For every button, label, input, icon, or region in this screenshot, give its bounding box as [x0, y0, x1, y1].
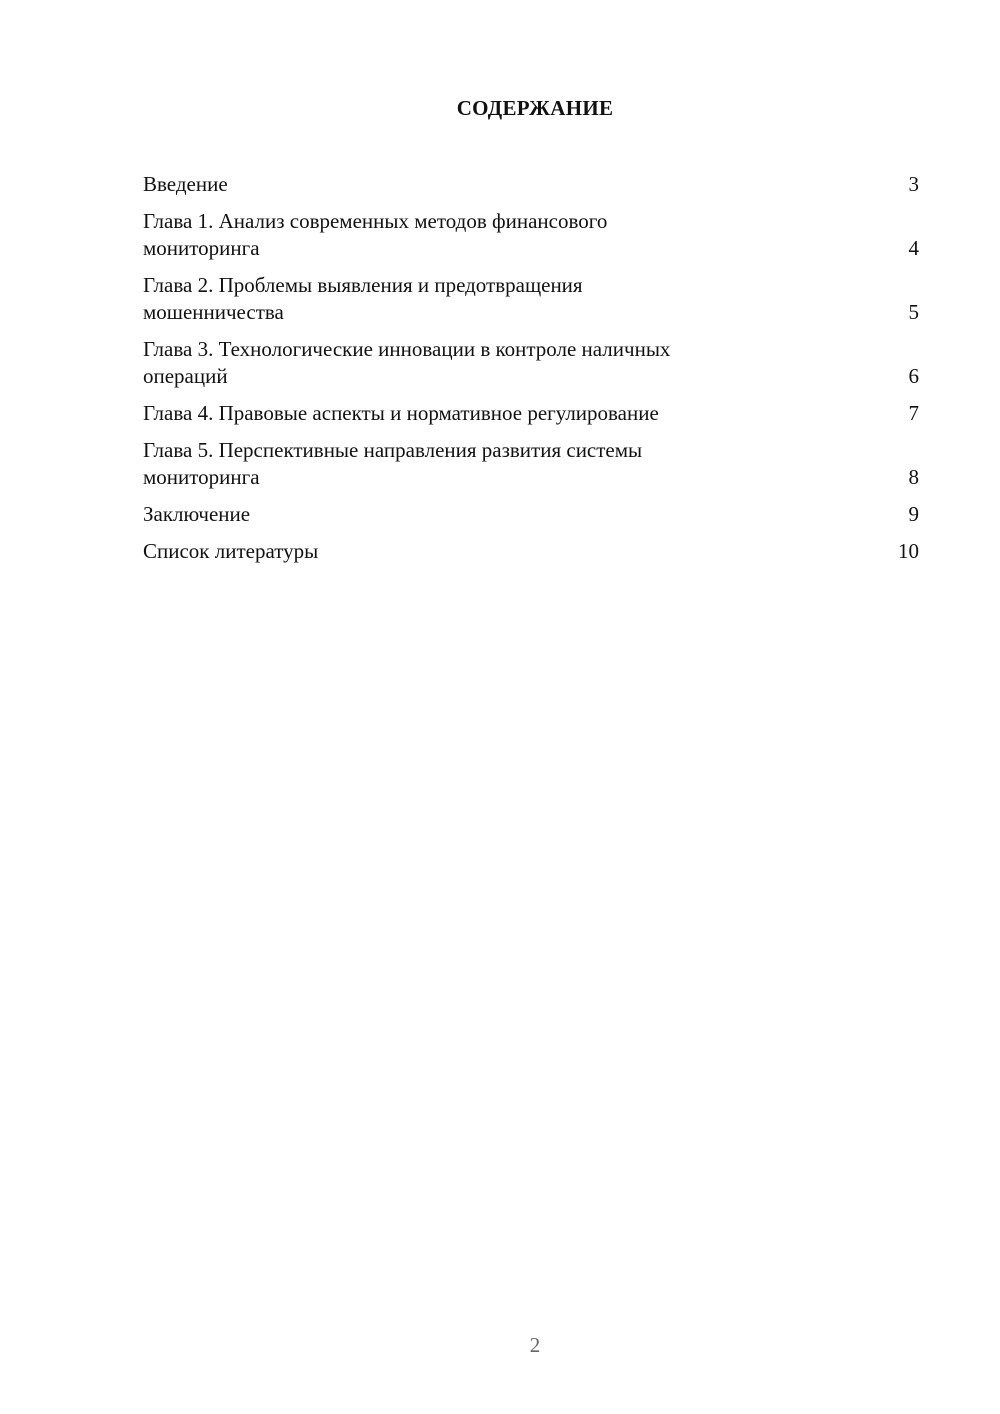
toc-entry-page: 8 — [908, 465, 919, 489]
toc-entry-title: Глава 4. Правовые аспекты и нормативное регулирование — [143, 401, 659, 425]
toc-entry-chapter-1 — [143, 208, 919, 262]
page-title: СОДЕРЖАНИЕ — [456, 96, 614, 120]
toc-entry-introduction — [143, 171, 919, 198]
table-of-contents — [143, 171, 919, 575]
toc-entry-page: 3 — [908, 172, 919, 196]
toc-entry-page: 9 — [908, 502, 919, 526]
toc-entry-page: 6 — [908, 364, 919, 388]
toc-entry-title: Список литературы — [143, 539, 319, 563]
toc-entry-title: Глава 5. Перспективные направления развития системы мониторинга — [143, 438, 643, 489]
toc-entry-chapter-4 — [143, 400, 919, 427]
toc-entry-page: 4 — [908, 236, 919, 260]
toc-entry-page: 5 — [908, 300, 919, 324]
toc-entry-title: Заключение — [143, 502, 251, 526]
toc-entry-page: 10 — [898, 539, 919, 563]
toc-entry-page: 7 — [908, 401, 919, 425]
toc-entry-title: Глава 1. Анализ современных методов финансового мониторинга — [143, 209, 608, 260]
toc-entry-chapter-3 — [143, 336, 919, 390]
toc-entry-title: Глава 2. Проблемы выявления и предотвращения мошенничества — [143, 273, 583, 324]
toc-entry-references — [143, 538, 919, 565]
toc-entry-conclusion — [143, 501, 919, 528]
toc-entry-chapter-2 — [143, 272, 919, 326]
page-number: 2 — [529, 1333, 541, 1357]
toc-entry-title: Введение — [143, 172, 228, 196]
toc-entry-title: Глава 3. Технологические инновации в контроле наличных операций — [143, 337, 671, 388]
toc-entry-chapter-5 — [143, 437, 919, 491]
